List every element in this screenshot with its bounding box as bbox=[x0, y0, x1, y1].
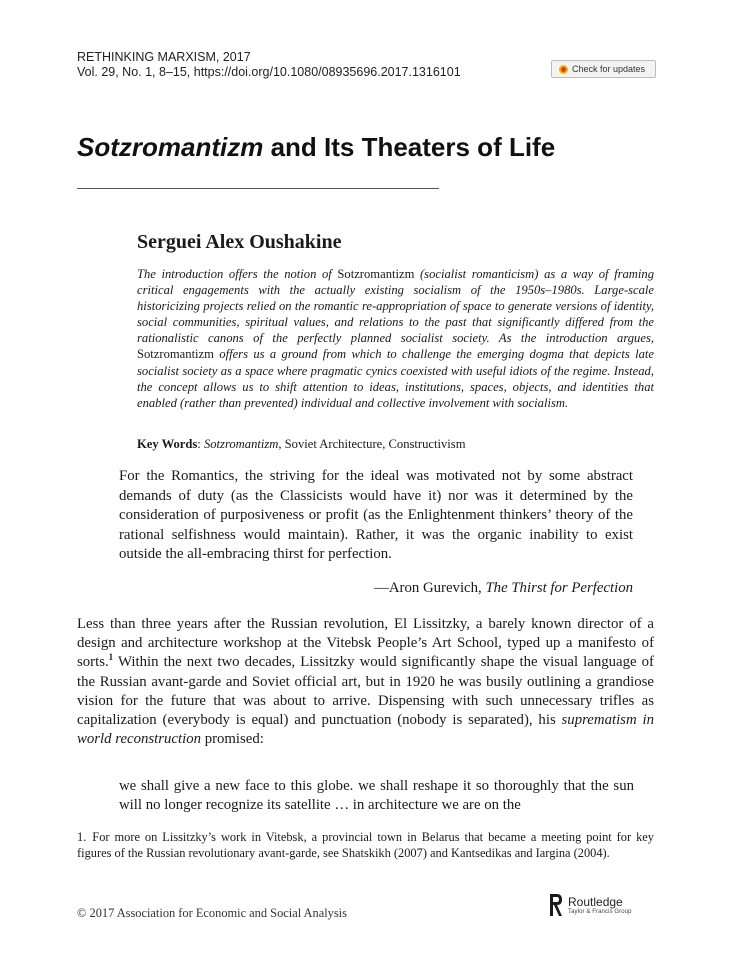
attribution-author: —Aron Gurevich, bbox=[374, 580, 486, 596]
publisher-subtitle: Taylor & Francis Group bbox=[568, 908, 632, 915]
abstract-term: Sotzromantizm bbox=[337, 267, 415, 281]
body-paragraph bbox=[77, 615, 654, 749]
body-text: Less than three years after the Russian revolution, El Lissitzky, a barely known director of a design and architecture workshop at the Vitebsk People’s Art School, typed up a manifesto of sorts. bbox=[77, 616, 654, 671]
abstract-text: The introduction offers the notion of bbox=[137, 267, 338, 281]
body-text: Within the next two decades, Lissitzky would significantly shape the visual language of the Russian avant-garde and Soviet official art, but in 1920 he was busily outlining a grandiose vision for the future that was about to arrive. Dispensing with such unnecessary trifles as capitalization (everybody is equal) and punctuation (nobody is separated), his bbox=[77, 654, 654, 729]
copyright-notice: © 2017 Association for Economic and Social Analysis bbox=[77, 906, 347, 920]
footnote-text: For more on Lissitzky’s work in Vitebsk, a provincial town in Belarus that became a meeting point for key figures of the Russian revolutionary avant-garde, see Shatskikh (2007) and Kantsedikas and Iargina (2004). bbox=[77, 830, 654, 860]
keyword-first: Sotzromantizm bbox=[203, 437, 279, 451]
journal-name: RETHINKING MARXISM, 2017 bbox=[77, 50, 251, 64]
check-for-updates-button[interactable] bbox=[551, 60, 656, 78]
publisher-logo bbox=[548, 892, 632, 918]
check-for-updates-label: Check for updates bbox=[572, 64, 646, 74]
epigraph-attribution bbox=[356, 580, 633, 597]
routledge-r-icon bbox=[548, 892, 564, 918]
abstract-term: Sotzromantizm bbox=[137, 347, 214, 362]
author-name: Serguei Alex Oushakine bbox=[137, 231, 342, 253]
block-quote: we shall give a new face to this globe. we shall reshape it so thoroughly that the sun will no longer recognize its satellite … in architecture we are on the bbox=[119, 778, 634, 814]
epigraph: For the Romantics, the striving for the ideal was motivated not by some abstract demands of duty (as the Classicists would have it) nor was it determined by the consideration of purposiveness or profit (as the Enlightenment thinkers’ theory of the rational selfishness would maintain). Rather, it was the organic inability to exist outside the all-embracing thirst for perfection. bbox=[119, 468, 633, 563]
attribution-work: The Thirst for Perfection bbox=[485, 580, 633, 596]
body-emphasis: suprematism in world reconstruction bbox=[77, 712, 654, 748]
title-divider bbox=[77, 188, 439, 189]
keywords-colon: : bbox=[197, 437, 204, 451]
publisher-name: Routledge bbox=[568, 894, 623, 909]
keywords-rest: , Soviet Architecture, Constructivism bbox=[278, 437, 466, 451]
article-title-italic: Sotzromantizm bbox=[77, 132, 264, 162]
footnote bbox=[77, 829, 654, 861]
keywords bbox=[137, 437, 466, 452]
abstract bbox=[137, 266, 654, 411]
journal-header bbox=[77, 50, 461, 80]
citation: Vol. 29, No. 1, 8–15, https://doi.org/10.1080/08935696.2017.1316101 bbox=[77, 65, 461, 79]
article-title-rest: and Its Theaters of Life bbox=[263, 132, 556, 162]
body-text: promised: bbox=[201, 731, 264, 748]
abstract-text: offers us a ground from which to challenge the emerging dogma that depicts late socialist society as a space where pragmatic cynics coexisted with useful idiots of the regime. Instead, the concept allows us to shift attention to ideas, institutions, spaces, objects, and identities that enabled (rather than prevented) individual and collective involvement with socialism. bbox=[137, 347, 654, 410]
article-title bbox=[77, 132, 555, 163]
keywords-label: Key Words bbox=[137, 437, 198, 451]
crossmark-icon bbox=[559, 65, 568, 74]
footnote-number: 1. bbox=[77, 830, 87, 844]
footnote-ref[interactable]: 1 bbox=[108, 652, 114, 663]
abstract-text: (socialist romanticism) as a way of framing critical engagements with the actually existing socialism of the 1950s–1980s. Large-scale historicizing projects relied on the romantic re-appropriation of space to generate versions of identity, social communities, spiritual values, and relations to the past that significantly differed from the rationalistic canons of the perfectly planned socialist society. As the introduction argues, bbox=[137, 267, 654, 346]
